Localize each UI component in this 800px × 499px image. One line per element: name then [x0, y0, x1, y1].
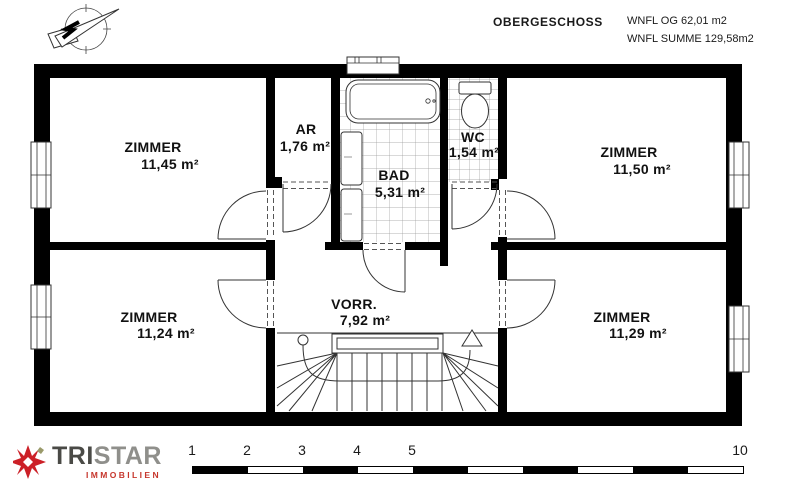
room-label-zimmer-bottom-left [120, 309, 194, 341]
window-top-right [729, 142, 749, 208]
door-zimmer-bottom-right [507, 280, 555, 328]
scale-label-3: 3 [298, 442, 306, 458]
scale-bar [192, 466, 744, 474]
svg-text:11,29 m²: 11,29 m² [609, 325, 667, 341]
window-bottom-left [31, 285, 51, 349]
scale-label-5: 5 [408, 442, 416, 458]
bathtub [346, 80, 440, 123]
logo-text-tri: TRI [52, 442, 94, 470]
svg-text:WC: WC [461, 129, 485, 145]
stair-newel-post [298, 335, 308, 345]
page-title: OBERGESCHOSS [493, 15, 603, 29]
wnfl-og-value: WNFL OG 62,01 m2 [627, 15, 727, 27]
wnfl-summe-value: WNFL SUMME 129,58m2 [627, 33, 754, 45]
svg-text:11,24 m²: 11,24 m² [137, 325, 195, 341]
svg-text:BAD: BAD [378, 167, 410, 183]
door-zimmer-bottom-left [218, 280, 266, 328]
chimney-block [347, 57, 399, 74]
scale-label-10: 10 [732, 442, 748, 458]
svg-text:ZIMMER: ZIMMER [120, 309, 178, 325]
scale-label-1: 1 [188, 442, 196, 458]
scale-label-2: 2 [243, 442, 251, 458]
door-zimmer-top-right [507, 191, 555, 239]
svg-text:5,31 m²: 5,31 m² [374, 184, 426, 200]
svg-text:11,50 m²: 11,50 m² [613, 161, 671, 177]
room-label-vorraum [331, 296, 390, 328]
room-label-zimmer-top-left [124, 139, 198, 172]
toilet [459, 82, 491, 128]
staircase [277, 330, 498, 411]
door-wc [452, 184, 497, 229]
logo-text-star: STAR [93, 442, 162, 470]
stair-well-railing [332, 334, 443, 353]
door-bad [363, 250, 405, 292]
north-arrow-icon [48, 4, 119, 54]
window-bottom-right [729, 306, 749, 372]
scale-label-4: 4 [353, 442, 361, 458]
door-ar [283, 184, 331, 232]
room-label-ar [280, 121, 330, 154]
svg-text:VORR.: VORR. [331, 296, 377, 312]
svg-text:ZIMMER: ZIMMER [124, 139, 182, 155]
room-label-zimmer-bottom-right [593, 309, 666, 341]
logo-subtitle: IMMOBILIEN [86, 470, 161, 480]
tristar-logo [13, 444, 162, 482]
svg-text:11,45 m²: 11,45 m² [141, 156, 199, 172]
svg-text:7,92 m²: 7,92 m² [339, 312, 391, 328]
door-zimmer-top-left [218, 191, 266, 239]
svg-text:1,76 m²: 1,76 m² [279, 138, 331, 154]
svg-text:1,54 m²: 1,54 m² [448, 144, 500, 160]
window-top-left [31, 142, 51, 208]
stair-walk-line [303, 345, 470, 381]
stair-up-arrow [462, 330, 482, 346]
tristar-star-icon [13, 444, 47, 482]
svg-text:ZIMMER: ZIMMER [600, 144, 658, 160]
svg-text:AR: AR [295, 121, 317, 137]
svg-text:ZIMMER: ZIMMER [593, 309, 651, 325]
room-label-zimmer-top-right [600, 144, 670, 177]
wall-outer-bottom [34, 412, 742, 426]
